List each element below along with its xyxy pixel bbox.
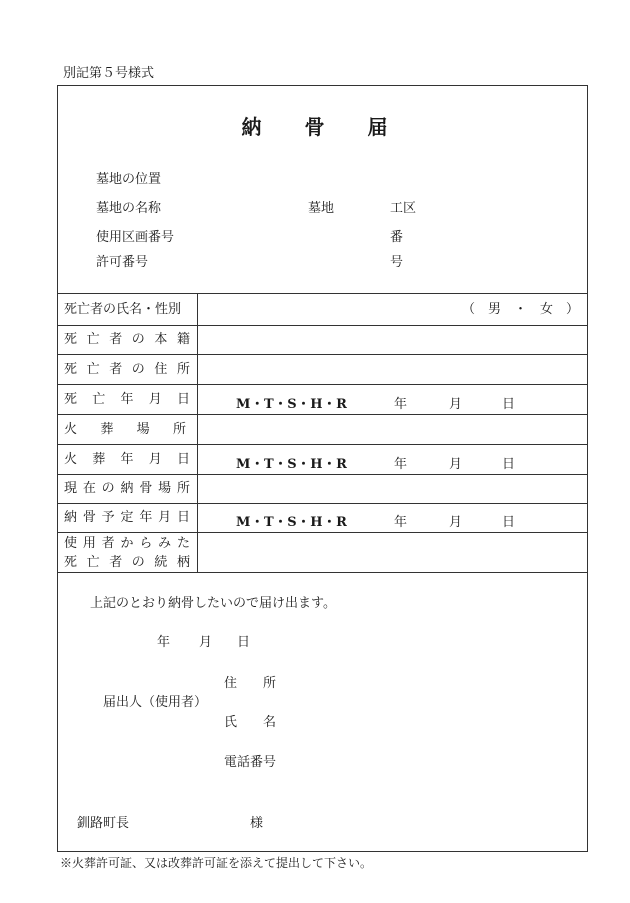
cremation-date-era: M・T・S・H・R <box>236 457 348 472</box>
death-date-era: M・T・S・H・R <box>236 397 348 412</box>
table-row-divider <box>57 354 588 355</box>
cremation-date-label: 火葬年月日 <box>64 452 190 467</box>
table-row-divider <box>57 474 588 475</box>
table-row-divider <box>57 325 588 326</box>
death-date-day: 日 <box>502 397 516 412</box>
death-date-year: 年 <box>394 397 408 412</box>
cemetery-name-label: 墓地の名称 <box>96 201 162 216</box>
deceased-address-label: 死亡者の住所 <box>64 362 190 377</box>
cemetery-location-label: 墓地の位置 <box>96 172 162 187</box>
permit-number-suffix: 号 <box>390 255 404 270</box>
declaration-month: 月 <box>199 635 213 650</box>
planned-date-era: M・T・S・H・R <box>236 515 348 530</box>
relationship-label-line2: 死亡者の続柄 <box>64 555 190 570</box>
plot-number-label: 使用区画番号 <box>96 230 175 245</box>
cemetery-ward-suffix: 工区 <box>390 201 417 216</box>
declaration-year: 年 <box>157 635 171 650</box>
table-row-divider <box>57 532 588 533</box>
permit-number-label: 許可番号 <box>96 255 149 270</box>
death-date-month: 月 <box>449 397 463 412</box>
gender-options: （ 男 ・ 女 ） <box>462 302 580 317</box>
applicant-label: 届出人（使用者） <box>103 695 208 710</box>
deceased-name-gender-label: 死亡者の氏名・性別 <box>64 302 182 317</box>
planned-date-day: 日 <box>502 515 516 530</box>
cemetery-name-suffix: 墓地 <box>308 201 335 216</box>
table-top-line <box>57 293 588 294</box>
footnote: ※火葬許可証、又は改葬許可証を添えて提出して下さい。 <box>60 856 373 870</box>
table-bottom-line <box>57 572 588 573</box>
table-row-divider <box>57 503 588 504</box>
applicant-address-label: 住 所 <box>224 676 277 691</box>
form-number: 別記第５号様式 <box>63 66 155 81</box>
cremation-date-year: 年 <box>394 457 408 472</box>
relationship-label-line1: 使用者からみた <box>64 536 190 551</box>
applicant-phone-label: 電話番号 <box>224 755 277 770</box>
planned-date-label: 納骨予定年月日 <box>64 510 190 525</box>
table-column-divider <box>197 293 198 572</box>
table-row-divider <box>57 414 588 415</box>
cremation-date-day: 日 <box>502 457 516 472</box>
applicant-name-label: 氏 名 <box>224 715 277 730</box>
table-row-divider <box>57 444 588 445</box>
declaration-day: 日 <box>237 635 251 650</box>
declaration-statement: 上記のとおり納骨したいので届け出ます。 <box>90 596 336 611</box>
current-place-label: 現在の納骨場所 <box>64 481 190 496</box>
death-date-label: 死亡年月日 <box>64 392 190 407</box>
honorific: 様 <box>250 816 264 831</box>
addressee: 釧路町長 <box>77 816 130 831</box>
crematorium-label: 火葬場所 <box>64 422 186 437</box>
planned-date-month: 月 <box>449 515 463 530</box>
planned-date-year: 年 <box>394 515 408 530</box>
table-row-divider <box>57 384 588 385</box>
form-title: 納 骨 届 <box>241 115 389 139</box>
plot-number-suffix: 番 <box>390 230 404 245</box>
cremation-date-month: 月 <box>449 457 463 472</box>
deceased-domicile-label: 死亡者の本籍 <box>64 332 190 347</box>
